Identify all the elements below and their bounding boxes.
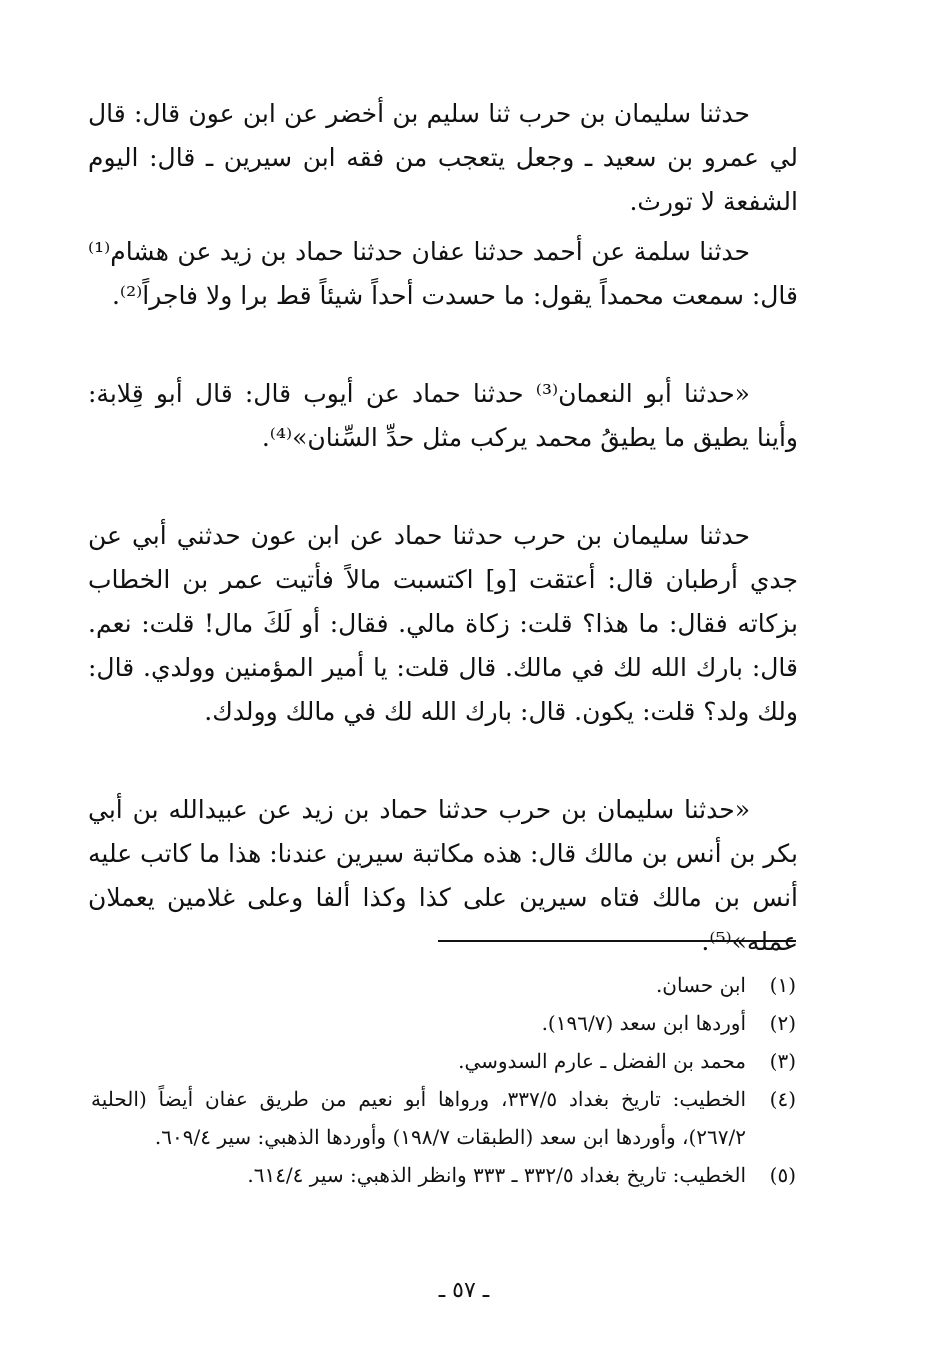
footnote-number: (٤) — [769, 1087, 796, 1111]
footnote-number: (٣) — [769, 1049, 796, 1073]
paragraph-2: حدثنا سلمة عن أحمد حدثنا عفان حدثنا حماد بن زيد عن هشام⁽¹⁾ قال: سمعت محمداً يقول: ما حسدت أحداً شيئاً قط برا ولا فاجراً⁽²⁾. — [88, 237, 798, 310]
footnote-text: محمد بن الفضل ـ عارم السدوسي. — [458, 1049, 746, 1073]
footnotes — [91, 966, 796, 1194]
paragraph-1: حدثنا سليمان بن حرب ثنا سليم بن أخضر عن ابن عون قال: قال لي عمرو بن سعيد ـ وجعل يتعجب من فقه ابن سيرين ـ قال: اليوم الشفعة لا تورث. — [88, 99, 798, 216]
paragraph-3: «حدثنا أبو النعمان⁽³⁾ حدثنا حماد عن أيوب قال: قال أبو قِلابة: وأينا يطيق ما يطيقُ محمد يركب مثل حدِّ السِّنان»⁽⁴⁾. — [88, 379, 798, 452]
footnote-divider — [438, 940, 796, 942]
footnote-text: أوردها ابن سعد (١٩٦/٧). — [541, 1011, 746, 1035]
footnote-number: (٥) — [769, 1163, 796, 1187]
page-number: ـ ٥٧ ـ — [438, 1278, 490, 1303]
footnote-text: الخطيب: تاريخ بغداد ٣٣٢/٥ ـ ٣٣٣ وانظر الذهبي: سير ٦١٤/٤. — [247, 1163, 746, 1187]
footnote-number: (٢) — [769, 1011, 796, 1035]
footnote-text: ابن حسان. — [655, 973, 746, 997]
footnote — [91, 1042, 796, 1080]
footnote-text: الخطيب: تاريخ بغداد ٣٣٧/٥، ورواها أبو نعيم من طريق عفان أيضاً (الحلية ٢٦٧/٢)، وأوردها ابن سعد (الطبقات ١٩٨/٧) وأوردها الذهبي: سير ٦٠٩/٤. — [91, 1087, 746, 1149]
paragraph-5: «حدثنا سليمان بن حرب حدثنا حماد بن زيد عن عبيدالله بن أبي بكر بن أنس بن مالك قال: هذه مكاتبة سيرين عندنا: هذا ما كاتب عليه أنس بن مالك فتاه سيرين على كذا وكذا ألفا وعلى غلامين يعملان عمله»⁽⁵⁾. — [88, 795, 798, 956]
footnote — [91, 1004, 796, 1042]
footnote-number: (١) — [769, 973, 796, 997]
main-text — [88, 92, 798, 964]
footnote — [91, 1080, 796, 1156]
footnote — [91, 966, 796, 1004]
paragraph-4: حدثنا سليمان بن حرب حدثنا حماد عن ابن عون حدثني أبي عن جدي أرطبان قال: أعتقت [و] اكتسبت مالاً فأتيت عمر بن الخطاب بزكاته فقال: ما هذا؟ قلت: زكاة مالي. فقال: أو لَكَ مال! قلت: نعم. قال: بارك الله لك في مالك. قال قلت: يا أمير المؤمنين وولدي. قال: ولك ولد؟ قلت: يكون. قال: بارك الله لك في مالك وولدك. — [88, 521, 798, 726]
footnote — [91, 1156, 796, 1194]
